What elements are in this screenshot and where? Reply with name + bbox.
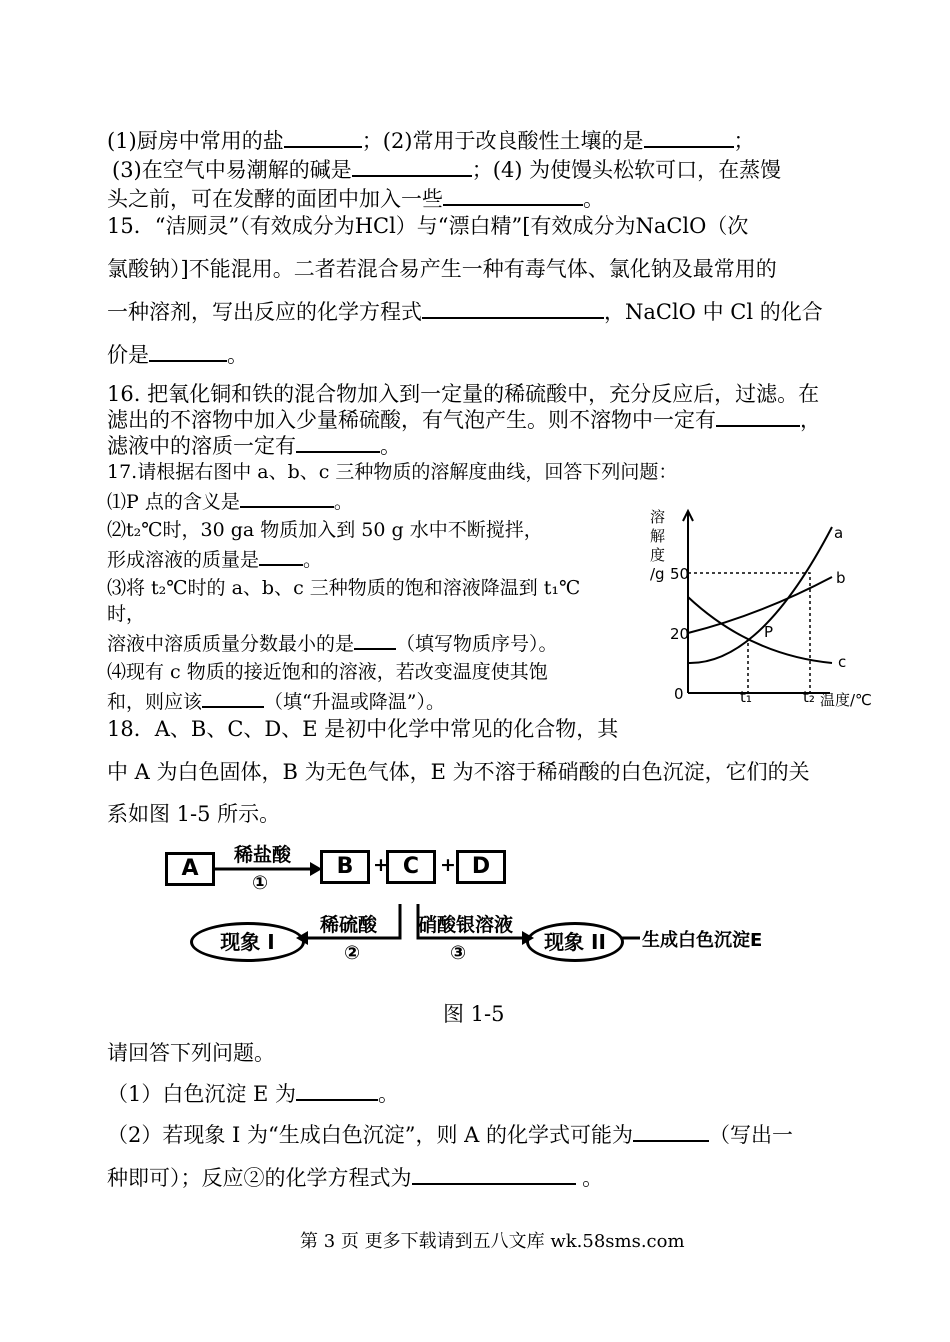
answer-blank[interactable] [633, 1122, 709, 1142]
box-c: C [386, 850, 436, 884]
y-axis [683, 511, 693, 693]
q18-line2: 中 A 为白色固体，B 为无色气体，E 为不溶于稀硝酸的白色沉淀，它们的关 [107, 760, 810, 784]
plus-sign-1: + [373, 854, 389, 876]
q17-line6: 时， [107, 603, 146, 625]
y-label-2: 解 [650, 527, 666, 545]
phenomenon-1: 现象 I [190, 922, 305, 962]
q17-line3: ⑵t₂℃时，30 ga 物质加入到 50 g 水中不断搅拌， [107, 519, 543, 541]
figure-caption: 图 1-5 [443, 1002, 505, 1026]
answer-blank[interactable] [443, 186, 583, 206]
q18-line1: 18．A、B、C、D、E 是初中化学中常见的化合物，其 [107, 717, 619, 741]
reagent-1: 稀盐酸 [234, 844, 292, 866]
q17-line7: 溶液中溶质质量分数最小的是 （填写物质序号）。 [107, 630, 558, 657]
x-axis-label: 温度/℃ [820, 691, 872, 709]
q18b-line2: （1）白色沉淀 E 为 。 [107, 1082, 400, 1106]
q14-line3: 头之前，可在发酵的面团中加入一些 。 [107, 187, 604, 211]
answer-blank[interactable] [259, 546, 303, 566]
answer-blank[interactable] [202, 688, 264, 708]
answer-blank[interactable] [422, 299, 604, 319]
phenomenon-2: 现象 II [526, 922, 624, 962]
x-tick-t2: t₂ [803, 688, 815, 706]
answer-blank[interactable] [412, 1165, 576, 1185]
reagent-2: 稀硫酸 [320, 914, 378, 936]
box-b: B [320, 850, 370, 884]
y-tick-20: 20 [670, 625, 690, 643]
step-3: ③ [450, 942, 467, 964]
step-2: ② [344, 942, 361, 964]
y-label-4: /g [650, 565, 665, 583]
q15-line2: 氯酸钠）]不能混用。二者若混合易产生一种有毒气体、氯化钠及最常用的 [107, 257, 777, 281]
q15-line1: 15．“洁厕灵”（有效成分为HCl）与“漂白精”[有效成分为NaClO（次 [107, 214, 749, 238]
answer-blank[interactable] [284, 128, 362, 148]
step-1: ① [252, 872, 269, 894]
q15-line3: 一种溶剂，写出反应的化学方程式 ，NaClO 中 Cl 的化合 [107, 300, 823, 324]
curve-a-label: a [834, 524, 844, 542]
curve-b-label: b [836, 569, 846, 587]
q17-line2: ⑴P 点的含义是 。 [107, 488, 353, 515]
answer-blank[interactable] [716, 407, 800, 427]
reaction-flow-diagram [160, 838, 800, 978]
q14-line1: (1)厨房中常用的盐 ；(2)常用于改良酸性土壤的是 ； [107, 129, 755, 153]
q16-line2: 滤出的不溶物中加入少量稀硫酸，有气泡产生。则不溶物中一定有 ， [107, 408, 821, 432]
answer-blank[interactable] [240, 488, 334, 508]
answer-blank[interactable] [296, 1081, 378, 1101]
q18b-line1: 请回答下列问题。 [107, 1041, 275, 1065]
y-label-1: 溶 [650, 508, 666, 526]
reagent-3: 硝酸银溶液 [418, 914, 514, 936]
plus-sign-2: + [440, 854, 456, 876]
solubility-curve-graph [640, 505, 885, 715]
point-p-label: P [764, 623, 774, 641]
curve-c-label: c [838, 653, 847, 671]
q17-line1: 17.请根据右图中 a、b、c 三种物质的溶解度曲线，回答下列问题： [107, 461, 678, 483]
page-footer: 第 3 页 更多下载请到五八文库 wk.58sms.com [300, 1231, 685, 1252]
q17-line5: ⑶将 t₂℃时的 a、b、c 三种物质的饱和溶液降温到 t₁℃ [107, 577, 581, 599]
x-tick-t1: t₁ [740, 688, 752, 706]
y-label-3: 度 [650, 546, 666, 564]
q16-line1: 16. 把氧化铜和铁的混合物加入到一定量的稀硫酸中，充分反应后，过滤。在 [107, 382, 820, 406]
q17-line9: 和，则应该 （填“升温或降温”）。 [107, 688, 445, 715]
box-a: A [165, 852, 215, 886]
q18-line3: 系如图 1-5 所示。 [107, 802, 281, 826]
q14-line2: (3)在空气中易潮解的碱是 ；(4) 为使馒头松软可口，在蒸馒 [112, 158, 782, 182]
y-tick-50: 50 [670, 565, 690, 583]
q17-line4: 形成溶液的质量是 。 [107, 546, 322, 573]
answer-blank[interactable] [149, 342, 227, 362]
answer-blank[interactable] [644, 128, 734, 148]
guide-t2-50 [688, 573, 810, 693]
q16-line3: 滤液中的溶质一定有 。 [107, 434, 401, 458]
origin-label: 0 [674, 685, 684, 703]
q18b-line3: （2）若现象 I 为“生成白色沉淀”，则 A 的化学式可能为 （写出一 [107, 1123, 793, 1147]
answer-blank[interactable] [296, 433, 380, 453]
result-label: 生成白色沉淀E [642, 930, 763, 951]
answer-blank[interactable] [354, 630, 396, 650]
q17-line8: ⑷现有 c 物质的接近饱和的溶液，若改变温度使其饱 [107, 661, 548, 683]
q15-line4: 价是 。 [107, 343, 248, 367]
q18b-line4: 种即可）；反应②的化学方程式为 。 [107, 1166, 604, 1190]
answer-blank[interactable] [352, 157, 472, 177]
box-d: D [456, 850, 506, 884]
